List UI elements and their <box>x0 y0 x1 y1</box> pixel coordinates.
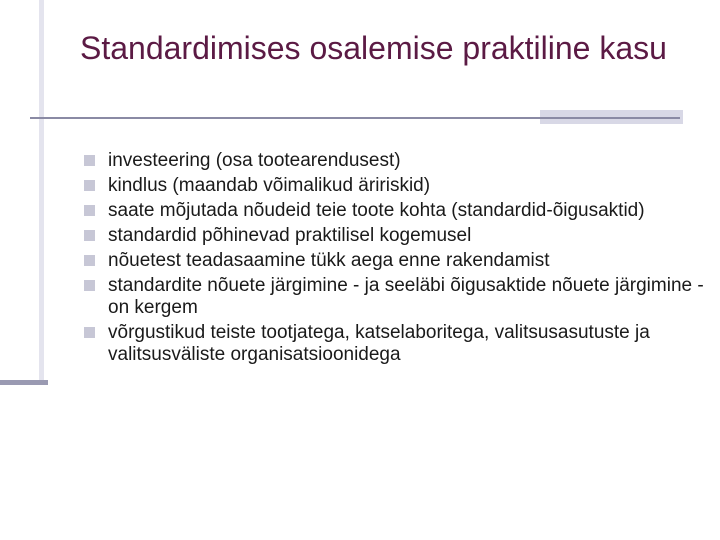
bullet-text: standardite nõuete järgimine - ja seeläbi õigusaktide nõuete järgimine - on kergem <box>108 275 704 318</box>
bullet-item <box>84 200 704 222</box>
bullet-text: kindlus (maandab võimalikud äririskid) <box>108 175 431 196</box>
bullet-item <box>84 225 704 247</box>
bullet-item <box>84 175 704 197</box>
square-bullet-icon <box>84 205 95 216</box>
square-bullet-icon <box>84 255 95 266</box>
left-bar-tick <box>0 380 48 385</box>
left-decorative-bar <box>0 0 44 384</box>
bullet-text: standardid põhinevad praktilisel kogemusel <box>108 225 472 246</box>
square-bullet-icon <box>84 180 95 191</box>
bullet-item <box>84 275 704 319</box>
bullet-text: investeering (osa tootearendusest) <box>108 150 401 171</box>
bullet-text: saate mõjutada nõudeid teie toote kohta (standardid-õigusaktid) <box>108 200 645 221</box>
title-divider <box>30 117 680 119</box>
square-bullet-icon <box>84 230 95 241</box>
square-bullet-icon <box>84 327 95 338</box>
bullet-item <box>84 150 704 172</box>
bullet-item <box>84 250 704 272</box>
square-bullet-icon <box>84 280 95 291</box>
slide-title: Standardimises osalemise praktiline kasu <box>80 30 667 66</box>
bullet-list <box>84 150 704 369</box>
bullet-text: nõuetest teadasaamine tükk aega enne rakendamist <box>108 250 550 271</box>
bullet-item <box>84 322 704 366</box>
square-bullet-icon <box>84 155 95 166</box>
bullet-text: võrgustikud teiste tootjatega, katselaboritega, valitsusasutuste ja valitsusväliste organisatsioonidega <box>108 322 650 365</box>
